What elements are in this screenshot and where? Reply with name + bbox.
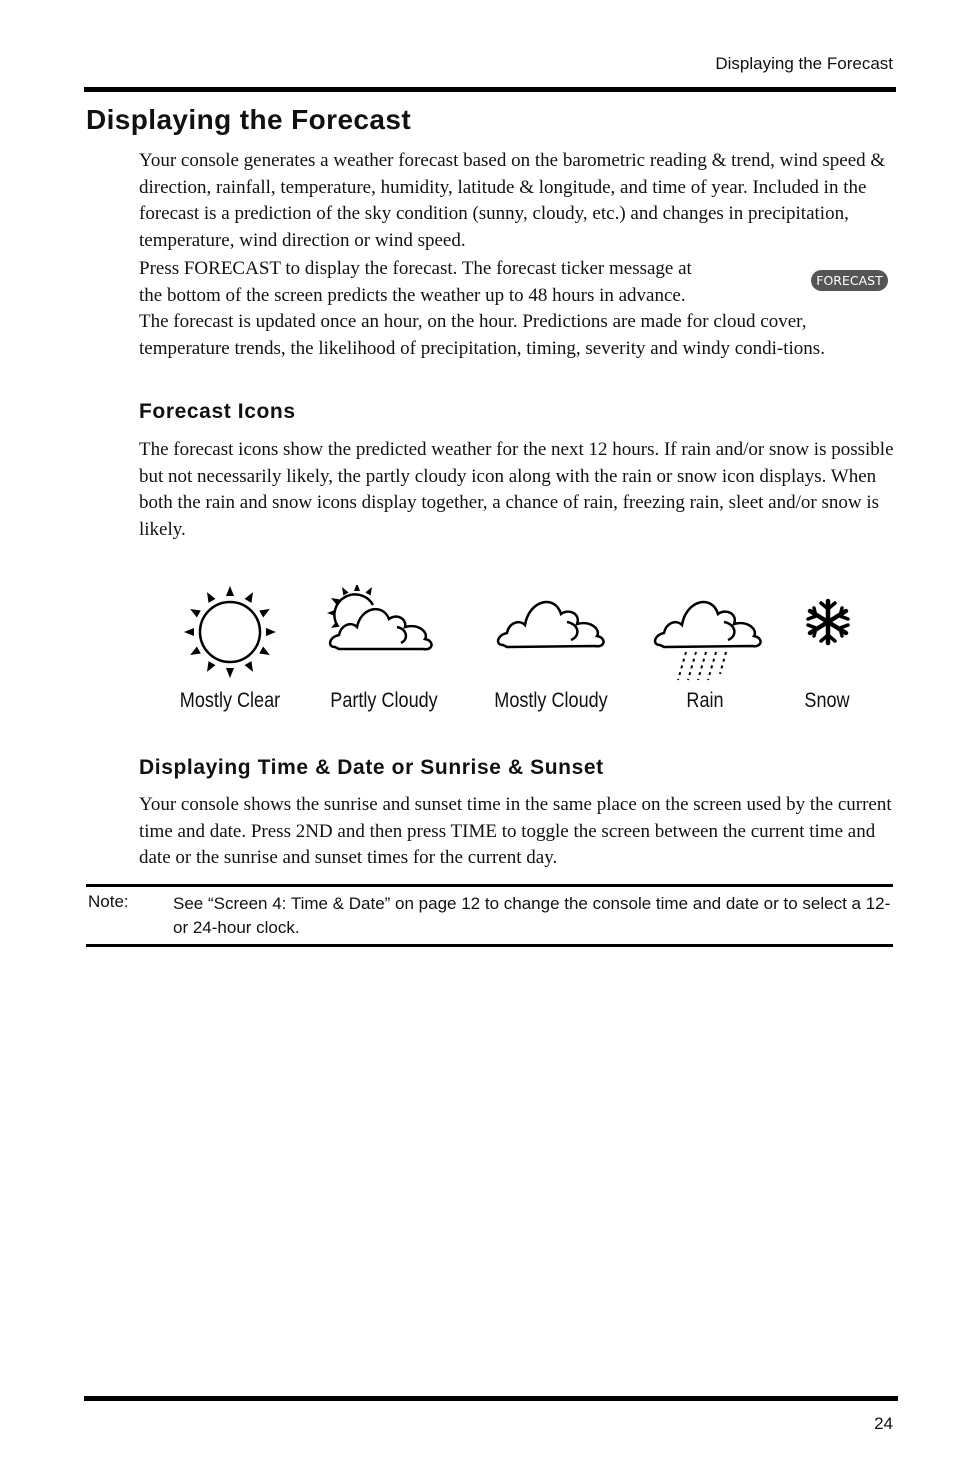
note-text: See “Screen 4: Time & Date” on page 12 to change the console time and date or to select a 12- or 24-hour clock. xyxy=(173,894,891,937)
sun-icon xyxy=(180,585,280,680)
note-rule-top xyxy=(86,884,893,887)
partly-cloudy-icon xyxy=(325,585,440,660)
page-number: 24 xyxy=(874,1414,893,1433)
icon-label-snow: Snow xyxy=(804,689,850,712)
cloud-icon xyxy=(493,590,608,655)
icon-label-mostly-clear: Mostly Clear xyxy=(179,689,281,712)
note-label: Note: xyxy=(88,892,129,911)
page-title: Displaying the Forecast xyxy=(86,104,412,135)
running-header: Displaying the Forecast xyxy=(715,54,893,73)
update-paragraph: The forecast is updated once an hour, on the hour. Predictions are made for cloud cover, temperature trends, the likelihood of precipitation, timing, severity and windy condi-tions. xyxy=(139,311,825,359)
forecast-press-line-1: Press FORECAST to display the forecast. The forecast ticker message at xyxy=(139,258,692,279)
forecast-press-paragraph xyxy=(139,256,799,309)
icon-label-mostly-cloudy: Mostly Cloudy xyxy=(494,689,608,712)
header-rule xyxy=(84,87,896,92)
intro-paragraph: Your console generates a weather forecast based on the barometric reading & trend, wind speed & direction, rainfall, temperature, humidity, latitude & longitude, and time of year. Included in the forecast is a prediction of the sky condition (sunny, cloudy, etc.) and changes in precipitation, temperature, wind direction or wind speed. xyxy=(139,150,886,251)
forecast-icons-paragraph: The forecast icons show the predicted weather for the next 12 hours. If rain and/or snow is possible but not necessarily likely, the partly cloudy icon along with the rain or snow icon displays. When both the rain and snow icons display together, a chance of rain, freezing rain, sleet and/or snow is likely. xyxy=(139,439,894,540)
note-rule-bottom xyxy=(86,944,893,947)
time-date-paragraph: Your console shows the sunrise and sunset time in the same place on the screen used by the current time and date. Press 2ND and then press TIME to toggle the screen between the current time and date or the sunrise and sunset times for the current day. xyxy=(139,794,892,868)
icon-label-rain: Rain xyxy=(686,689,724,712)
rain-icon xyxy=(650,590,765,685)
footer-rule xyxy=(84,1396,898,1401)
time-date-heading: Displaying Time & Date or Sunrise & Sunset xyxy=(139,756,604,779)
forecast-press-line-2: the bottom of the screen predicts the weather up to 48 hours in advance. xyxy=(139,284,686,306)
forecast-button-graphic: FORECAST xyxy=(811,270,888,291)
forecast-icons-heading: Forecast Icons xyxy=(139,400,296,423)
icon-label-partly-cloudy: Partly Cloudy xyxy=(330,689,438,712)
snowflake-icon xyxy=(804,598,852,646)
